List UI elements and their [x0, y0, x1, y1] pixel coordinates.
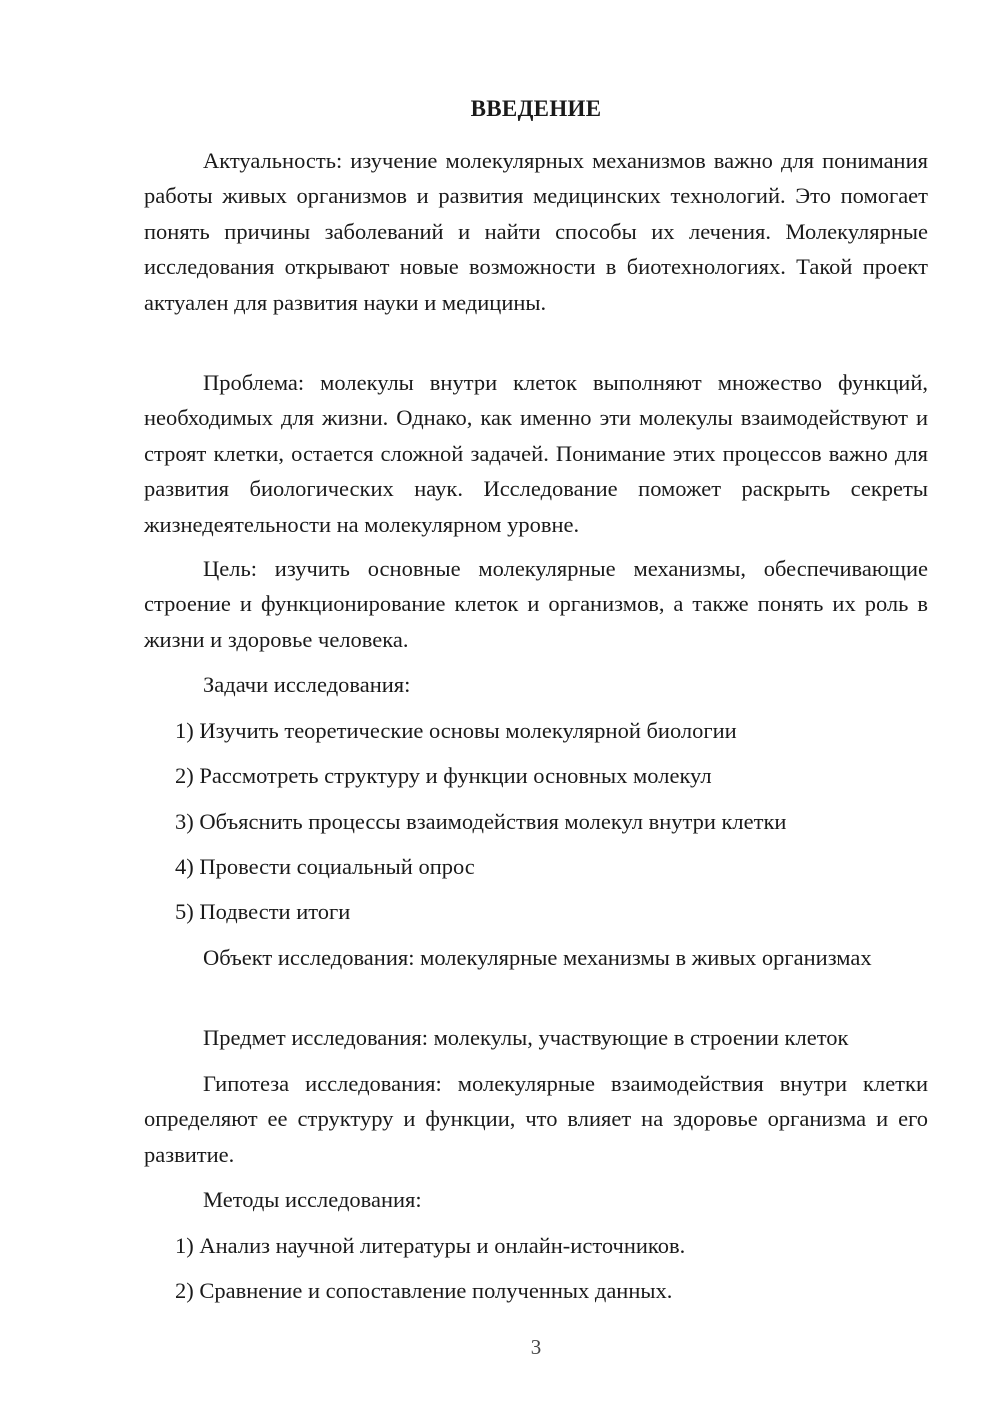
tasks-heading: Задачи исследования: [203, 672, 411, 697]
relevance-text: Актуальность: изучение молекулярных механизмов важно для понимания работы живых организмов и развития медицинских технологий. Это помогает понять причины заболеваний и найти способы их лечения. Молекулярные исследования открывают новые возможности в биотехнологиях. Такой проект актуален для развития науки и медицины. [144, 148, 928, 315]
section-title: ВВЕДЕНИЕ [470, 96, 602, 121]
hypothesis-text: Гипотеза исследования: молекулярные взаимодействия внутри клетки определяют ее структуру и функции, что влияет на здоровье организма и его развитие. [144, 1071, 928, 1167]
list-item: 3) Объяснить процессы взаимодействия молекул внутри клетки [175, 809, 787, 834]
object-text: Объект исследования: молекулярные механизмы в живых организмах [203, 945, 872, 970]
list-item: 2) Сравнение и сопоставление полученных данных. [175, 1278, 673, 1303]
tasks-list-row [144, 804, 928, 839]
methods-heading: Методы исследования: [203, 1187, 422, 1212]
list-item: 2) Рассмотреть структуру и функции основных молекул [175, 763, 712, 788]
subject-text: Предмет исследования: молекулы, участвующие в строении клеток [203, 1025, 849, 1050]
problem-text: Проблема: молекулы внутри клеток выполняют множество функций, необходимых для жизни. Однако, как именно эти молекулы взаимодействуют и строят клетки, остается сложной задачей. Понимание этих процессов важно для развития биологических наук. Исследование поможет раскрыть секреты жизнедеятельности на молекулярном уровне. [144, 370, 928, 537]
list-item: 1) Анализ научной литературы и онлайн-источников. [175, 1233, 686, 1258]
goal-paragraph [144, 551, 928, 657]
problem-paragraph [144, 365, 928, 542]
tasks-list-row [144, 894, 928, 929]
tasks-list-row [144, 849, 928, 884]
list-item: 4) Провести социальный опрос [175, 854, 475, 879]
tasks-list-row [144, 758, 928, 793]
tasks-list [144, 713, 928, 748]
list-item: 5) Подвести итоги [175, 899, 351, 924]
object-paragraph [144, 940, 928, 975]
methods-list [144, 1228, 928, 1263]
hypothesis-paragraph [144, 1066, 928, 1172]
goal-text: Цель: изучить основные молекулярные механизмы, обеспечивающие строение и функционирование клеток и организмов, а также понять их роль в жизни и здоровье человека. [144, 556, 928, 652]
subject-paragraph [144, 1020, 928, 1055]
methods-list-row [144, 1273, 928, 1308]
tasks-heading-block [144, 667, 928, 702]
page-number: 3 [530, 1335, 542, 1359]
list-item: 1) Изучить теоретические основы молекулярной биологии [175, 718, 737, 743]
relevance-paragraph [144, 143, 928, 320]
methods-heading-block [144, 1182, 928, 1217]
